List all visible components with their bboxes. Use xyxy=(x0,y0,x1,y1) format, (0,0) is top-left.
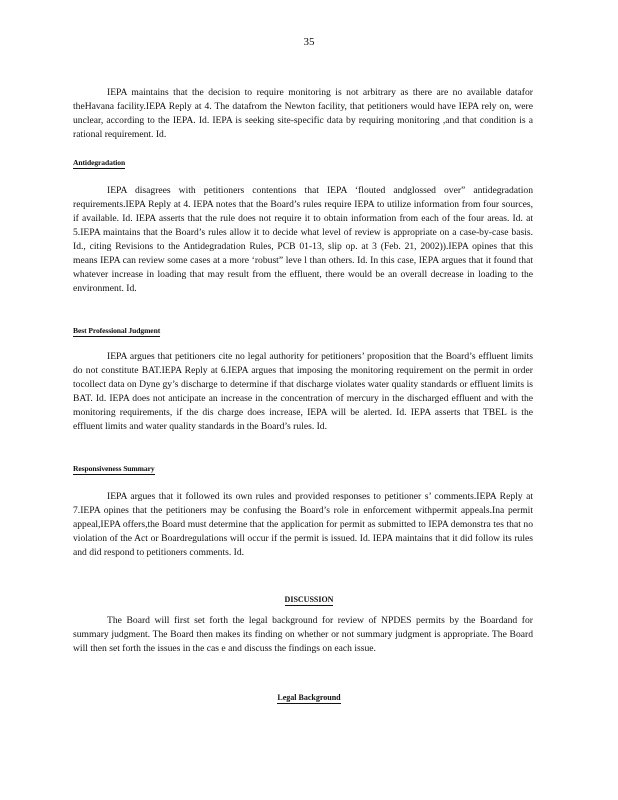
paragraph-responsiveness-summary: IEPA argues that it followed its own rules and provided responses to petitioner s’ comments.IEPA Reply at 7.IEPA opines that the petitioners may be confusing the Board’s role in enforcement withpermit appeals.Ina permit appeal,IEPA offers,the Board must determine that the application for permit as submitted to IEPA demonstra tes that no violation of the Act or Boardregulations will occur if the permit is issued. Id. IEPA maintains that it did follow its rules and did respond to petitioners comments. Id. xyxy=(73,491,533,558)
heading-legal-background: Legal Background xyxy=(277,693,341,702)
heading-responsiveness-summary: Responsiveness Summary xyxy=(73,464,155,473)
heading-discussion: DISCUSSION xyxy=(284,595,334,604)
paragraph-havana-monitoring: IEPA maintains that the decision to require monitoring is not arbitrary as there are no available datafor theHavana facility.IEPA Reply at 4. The datafrom the Newton facility, that petitioners would have IEPA rely on, were unclear, according to the IEPA. Id. IEPA is seeking site-specific data by requiring monitoring ,and that condition is a rational requirement. Id. xyxy=(73,87,533,140)
heading-best-professional-judgment: Best Professional Judgment xyxy=(73,326,161,335)
paragraph-antidegradation: IEPA disagrees with petitioners contentions that IEPA ‘flouted andglossed over” antidegradation requirements.IEPA Reply at 4. IEPA notes that the Board’s rules require IEPA to utilize information from four sources, if available. Id. IEPA asserts that the rule does not require it to obtain information from each of the four areas. Id. at 5.IEPA maintains that the Board’s rules allow it to decide what level of review is appropriate on a case-by-case basis. Id., citing Revisions to the Antidegradation Rules, PCB 01-13, slip op. at 3 (Feb. 21, 2002)).IEPA opines that this means IEPA can review some cases at a more ‘robust” leve l than others. Id. In this case, IEPA argues that it found that whatever increase in loading that may result from the effluent, there would be an overall decrease in loading to the environment. Id. xyxy=(73,185,533,294)
heading-antidegradation: Antidegradation xyxy=(73,158,126,167)
heading-discussion-wrap xyxy=(0,589,618,607)
heading-legal-background-wrap xyxy=(0,687,618,705)
paragraph-discussion: The Board will first set forth the legal background for review of NPDES permits by the Boardand for summary judgment. The Board then makes its finding on whether or not summary judgment is appropriate. The Board will then set forth the issues in the cas e and discuss the findings on each issue. xyxy=(73,615,533,654)
page-number: 35 xyxy=(303,36,315,48)
paragraph-best-professional-judgment: IEPA argues that petitioners cite no legal authority for petitioners’ proposition that the Board’s effluent limits do not constitute BAT.IEPA Reply at 6.IEPA argues that imposing the monitoring requirement on the permit in order tocollect data on Dyne gy’s discharge to determine if that discharge violates water quality standards or effluent limits is BAT. Id. IEPA does not anticipate an increase in the concentration of mercury in the discharged effluent and with the monitoring requirements, if the dis charge does increase, IEPA will be alerted. Id. IEPA asserts that TBEL is the effluent limits and water quality standards in the Board’s rules. Id. xyxy=(73,351,533,432)
